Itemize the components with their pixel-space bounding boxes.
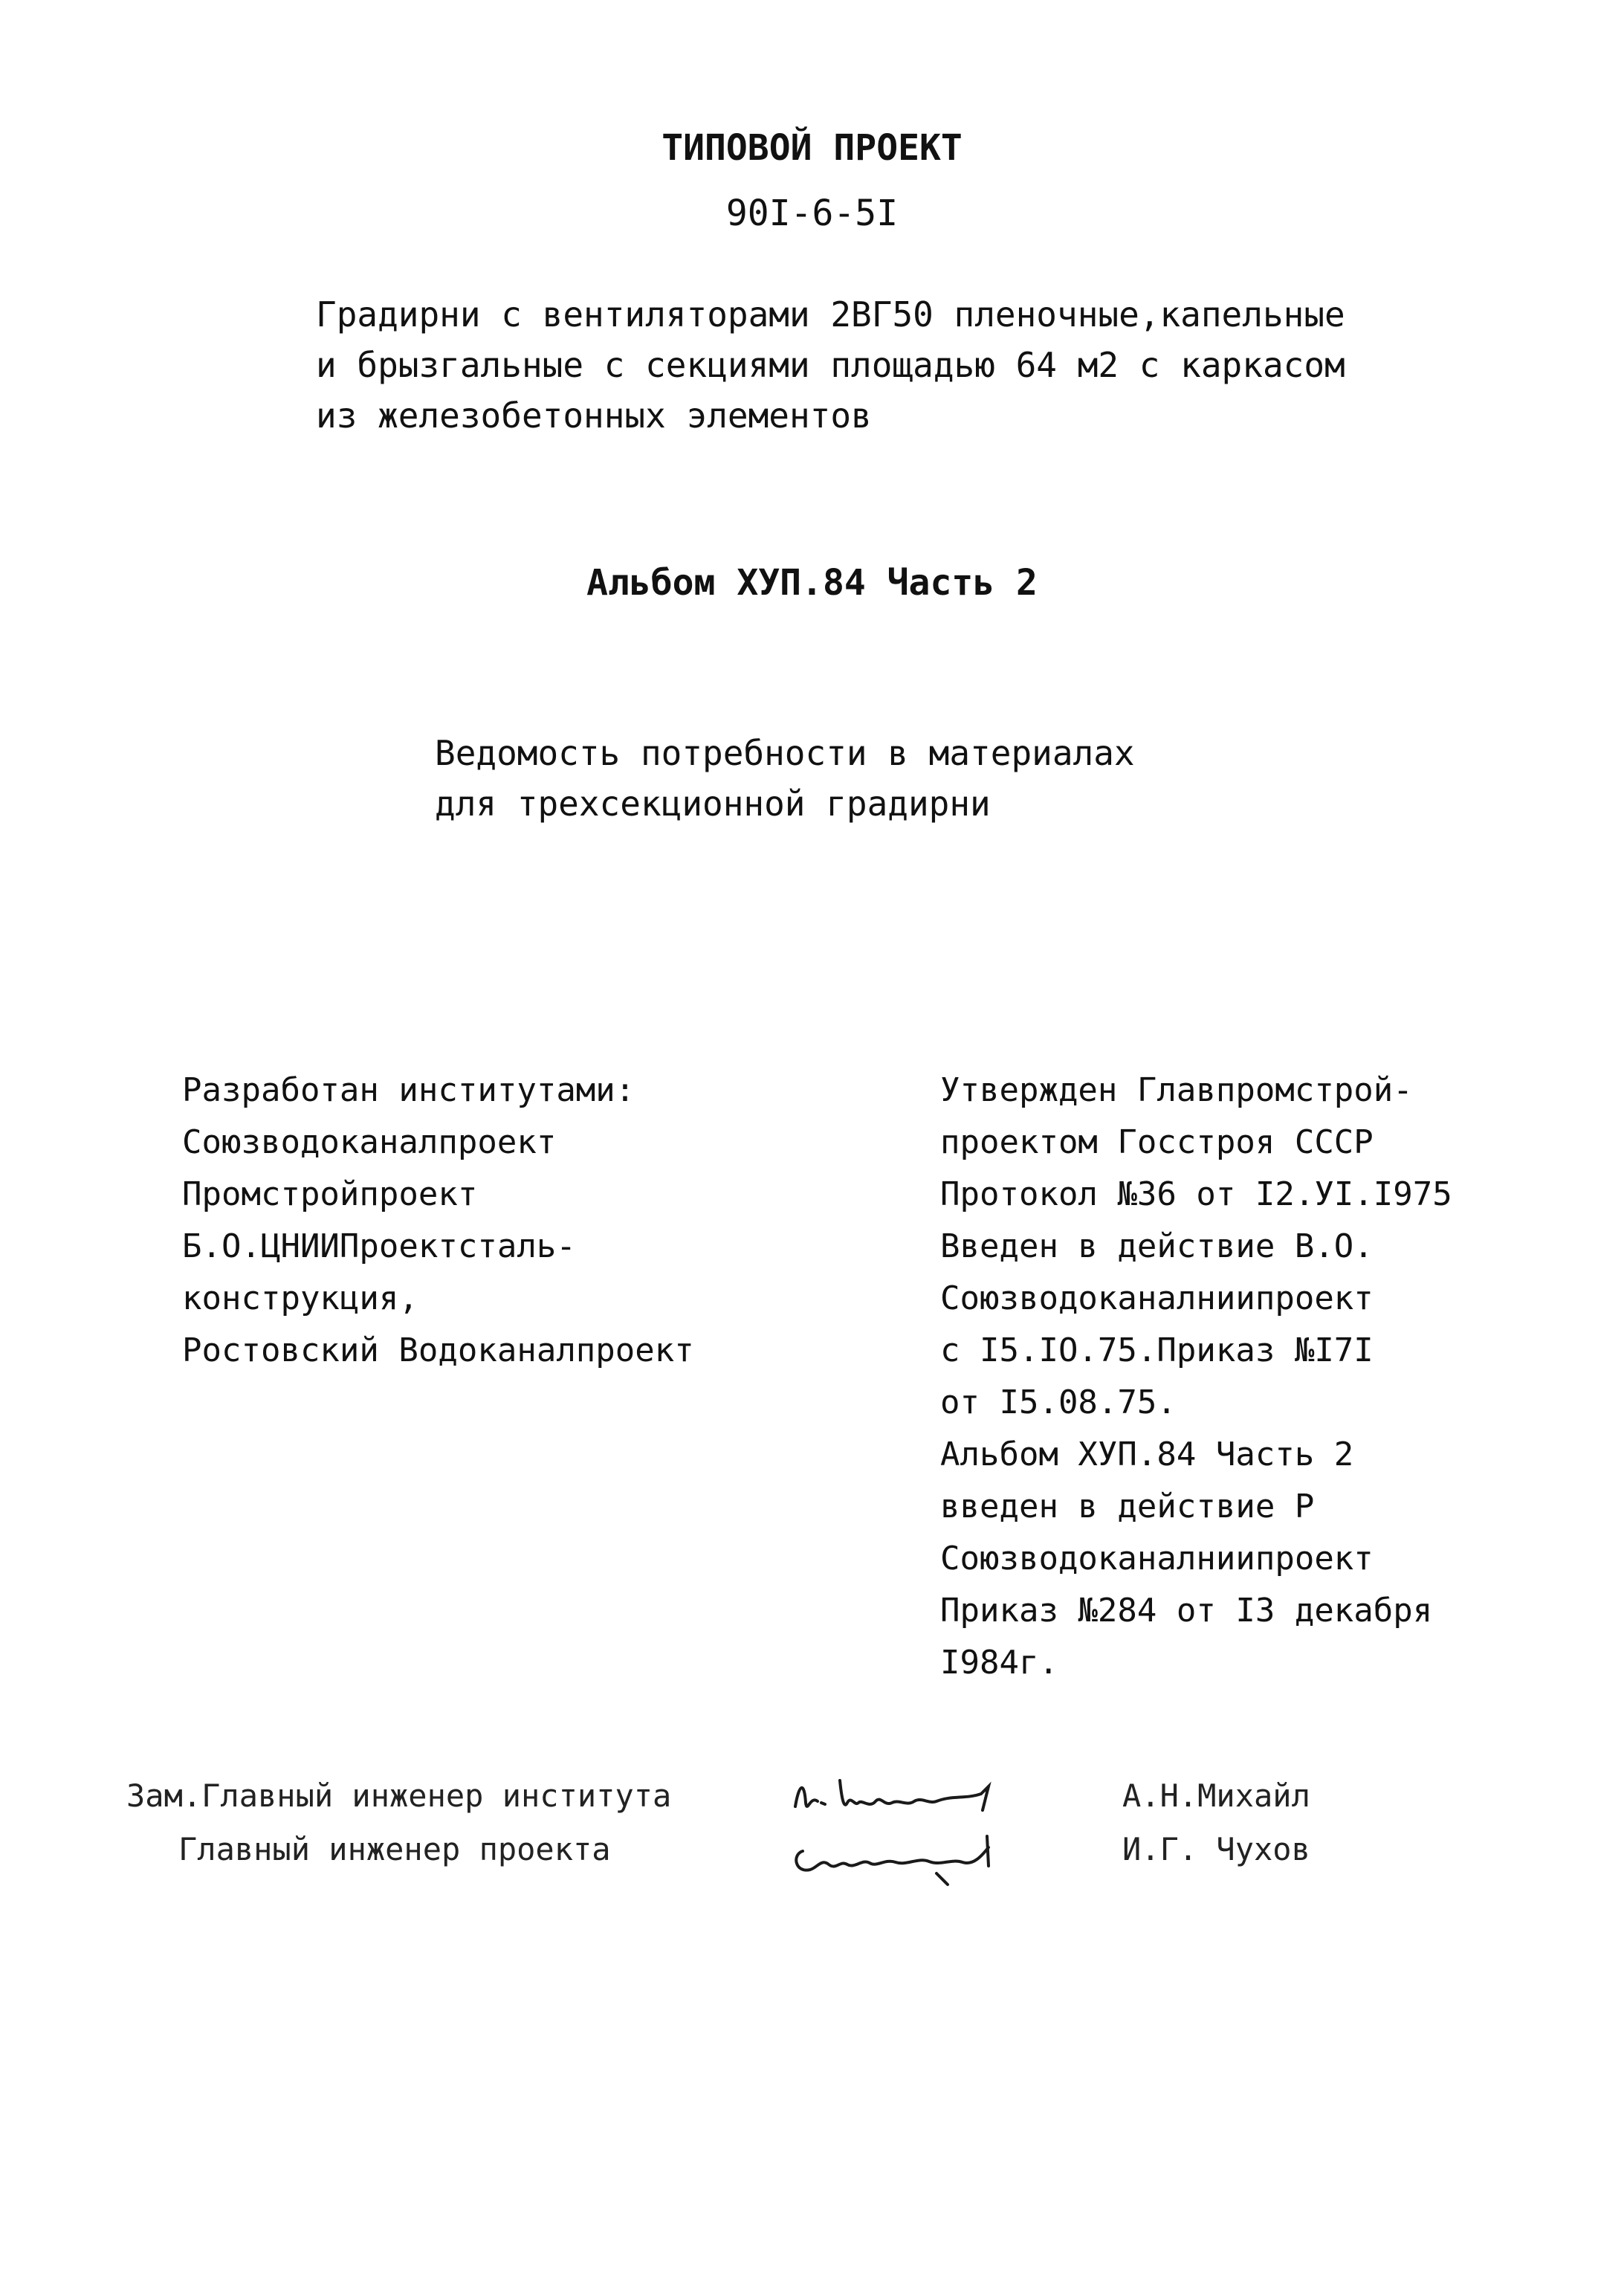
signature-name-1: А.Н.Михайл — [1122, 1777, 1310, 1814]
approved-by-line: введен в действие Р — [940, 1488, 1315, 1525]
approved-by-line: с I5.IO.75.Приказ №I7I — [940, 1331, 1374, 1369]
approved-by-line: Альбом ХУП.84 Часть 2 — [940, 1436, 1354, 1473]
signature-role-chief-engineer-institute: Зам.Главный инженер института — [126, 1777, 672, 1814]
approved-by-line: Введен в действие В.О. — [940, 1227, 1374, 1265]
developed-by-line: Б.О.ЦНИИПроектсталь- — [182, 1227, 576, 1265]
approved-by-line: Приказ №284 от I3 декабря — [940, 1592, 1433, 1630]
doc-type-heading: ТИПОВОЙ ПРОЕКТ — [661, 127, 963, 169]
description-line: и брызгальные с секциями площадью 64 м2 с каркасом — [316, 345, 1345, 385]
approved-by-line: от I5.08.75. — [940, 1383, 1177, 1421]
developed-by-line: Ростовский Водоканалпроект — [182, 1331, 694, 1369]
approved-by-line: проектом Госстроя СССР — [940, 1123, 1374, 1161]
developed-by-line: конструкция, — [182, 1279, 418, 1317]
description-line: Градирни с вентиляторами 2ВГ50 пленочные,капельные — [316, 294, 1345, 335]
approved-by-line: Союзводоканалниипроект — [940, 1540, 1374, 1578]
vedomost-line: Ведомость потребности в материалах — [435, 733, 1135, 773]
signature-name-2: И.Г. Чухов — [1122, 1831, 1310, 1867]
approved-by-line: Утвержден Главпромстрой- — [940, 1071, 1413, 1109]
description-line: из железобетонных элементов — [316, 395, 872, 436]
developed-by-line: Разработан институтами: — [182, 1071, 635, 1109]
approved-by-line: Протокол №36 от I2.УI.I975 — [940, 1175, 1452, 1213]
developed-by-line: Промстройпроект — [182, 1175, 478, 1213]
vedomost-line: для трехсекционной градирни — [435, 784, 991, 824]
handwritten-signature-2 — [788, 1821, 1041, 1888]
approved-by-line: Союзводоканалниипроект — [940, 1279, 1374, 1317]
signature-role-chief-engineer-project: Главный инженер проекта — [178, 1831, 611, 1867]
album-title: Альбом ХУП.84 Часть 2 — [586, 562, 1038, 604]
doc-number: 90I-6-5I — [725, 193, 899, 234]
approved-by-line: I984г. — [940, 1644, 1058, 1682]
handwritten-signature-1 — [788, 1766, 1041, 1825]
developed-by-line: Союзводоканалпроект — [182, 1123, 557, 1161]
